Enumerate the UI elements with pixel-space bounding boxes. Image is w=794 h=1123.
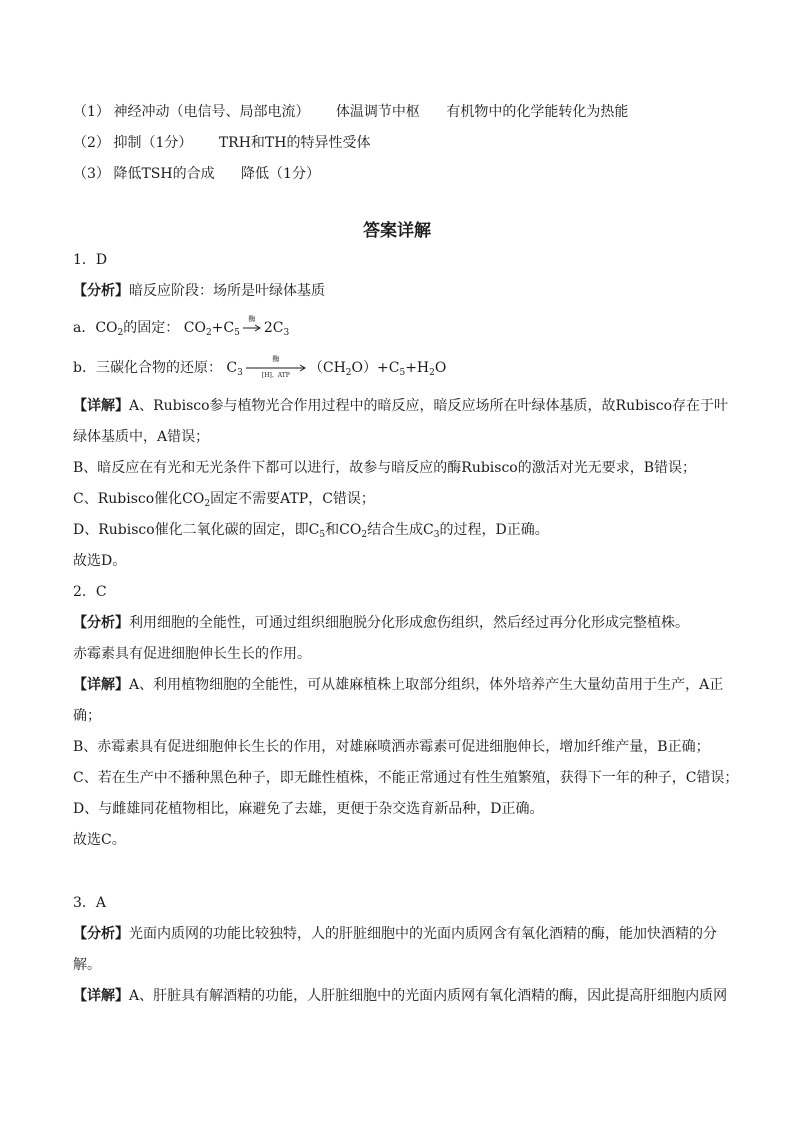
reaction-arrow xyxy=(243,315,261,332)
q2-detail-b: B、赤霉素具有促进细胞伸长生长的作用，对雄麻喷洒赤霉素可促进细胞伸长，增加纤维产量，B正确； xyxy=(73,739,710,755)
q1-conclusion: 故选D。 xyxy=(73,553,127,569)
formula: O）+C xyxy=(351,360,400,376)
q2-analysis-line1 xyxy=(73,613,723,633)
q1-detail-d xyxy=(73,520,723,540)
analysis-tag: 【分析】 xyxy=(73,615,129,631)
reaction-arrow xyxy=(246,355,306,379)
detail-text: 的过程，D正确。 xyxy=(439,522,549,538)
formula: +C xyxy=(211,320,235,336)
q2-detail-c: C、若在生产中不播种黑色种子，即无雌性植株，不能正常通过有性生殖繁殖，获得下一年的种子，C错误； xyxy=(73,770,739,786)
q1-detail-b: B、暗反应在有光和无光条件下都可以进行，故参与暗反应的酶Rubisco的激活对光无要求，B错误； xyxy=(73,460,697,476)
subscript: 2 xyxy=(205,328,212,338)
q1-analysis xyxy=(73,281,723,301)
q1-detail-a-line1 xyxy=(73,396,729,416)
subscript: 2 xyxy=(204,499,211,509)
q1-number: 1．D xyxy=(73,252,108,268)
analysis-text: 利用细胞的全能性，可通过组织细胞脱分化形成愈伤组织，然后经过再分化形成完整植株。 xyxy=(129,615,689,631)
detail-text: 和CO xyxy=(325,522,362,538)
answer-item: TRH和TH的特异性受体 xyxy=(218,135,371,151)
subscript: 5 xyxy=(319,530,326,540)
detail-text: A、利用植物细胞的全能性，可从雄麻植株上取部分组织，体外培养产生大量幼苗用于生产，A正 xyxy=(129,677,724,693)
detail-text: A、肝脏具有解酒精的功能，人肝脏细胞中的光面内质网有氧化酒精的酶，因此提高肝细胞内质网 xyxy=(129,988,728,1004)
detail-text: 结合生成C xyxy=(367,522,434,538)
subscript: 2 xyxy=(361,530,368,540)
q1-reduction-equation xyxy=(73,355,723,379)
analysis-tag: 【分析】 xyxy=(73,283,129,299)
q1-detail-a-line2: 绿体基质中，A错误； xyxy=(73,429,210,445)
arrow-icon xyxy=(246,364,306,372)
answer-line-1 xyxy=(73,102,723,122)
formula: 2C xyxy=(263,320,284,336)
q2-detail-a-line1 xyxy=(73,675,723,695)
section-title: 答案详解 xyxy=(363,221,431,241)
q1-detail-c xyxy=(73,489,723,509)
formula: +H xyxy=(405,360,430,376)
subscript: 5 xyxy=(234,328,240,338)
analysis-text: 暗反应阶段：场所是叶绿体基质 xyxy=(129,283,325,299)
formula: （CH xyxy=(308,360,346,376)
subscript: 5 xyxy=(399,368,406,378)
detail-text: D、Rubisco催化二氧化碳的固定，即C xyxy=(73,522,320,538)
formula: C xyxy=(226,360,238,376)
q2-analysis-line2: 赤霉素具有促进细胞伸长生长的作用。 xyxy=(73,646,311,662)
subscript: 2 xyxy=(429,368,435,378)
q3-number: 3．A xyxy=(73,895,107,911)
answer-item: 降低（1分） xyxy=(241,166,320,182)
subscript: 2 xyxy=(345,368,352,378)
q1-fixation-equation xyxy=(73,315,723,338)
detail-text: C、Rubisco催化CO xyxy=(73,491,205,507)
q3-analysis-line2: 解。 xyxy=(73,957,101,973)
equation-label: a．CO xyxy=(73,320,118,336)
subscript: 3 xyxy=(433,530,440,540)
answer-line-3 xyxy=(73,164,723,184)
equation-label: 的固定： xyxy=(123,320,180,336)
arrow-label: [H]、ATP xyxy=(261,372,290,379)
answer-item: 体温调节中枢 xyxy=(335,104,420,120)
formula: O xyxy=(434,360,447,376)
subscript: 3 xyxy=(237,368,243,378)
detail-tag: 【详解】 xyxy=(73,677,129,693)
answer-item: 有机物中的化学能转化为热能 xyxy=(446,104,629,120)
detail-tag: 【详解】 xyxy=(73,398,129,414)
detail-text: 固定不需要ATP，C错误； xyxy=(210,491,375,507)
detail-text: A、Rubisco参与植物光合作用过程中的暗反应，暗反应场所在叶绿体基质，故Rubisco存在于叶 xyxy=(129,398,729,414)
analysis-text: 光面内质网的功能比较独特，人的肝脏细胞中的光面内质网含有氧化酒精的酶，能加快酒精的分 xyxy=(129,926,717,942)
equation-label: b．三碳化合物的还原： xyxy=(73,360,222,376)
q2-number: 2．C xyxy=(73,584,107,600)
answer-number: （2） xyxy=(73,135,110,151)
q2-conclusion: 故选C。 xyxy=(73,832,126,848)
q3-detail-a-line1 xyxy=(73,986,728,1006)
subscript: 3 xyxy=(283,328,290,338)
q2-detail-a-line2: 确； xyxy=(73,708,101,724)
answer-line-2 xyxy=(73,133,723,153)
formula: CO xyxy=(183,320,206,336)
arrow-label: 酶 xyxy=(248,315,256,323)
answer-item: 神经冲动（电信号、局部电流） xyxy=(113,104,310,120)
answer-number: （3） xyxy=(73,166,110,182)
analysis-tag: 【分析】 xyxy=(73,926,129,942)
answer-item: 抑制（1分） xyxy=(113,135,193,151)
answer-number: （1） xyxy=(73,104,110,120)
arrow-icon xyxy=(243,324,261,332)
q3-analysis-line1 xyxy=(73,924,723,944)
q2-detail-d: D、与雌雄同花植物相比，麻避免了去雄，更便于杂交选育新品种，D正确。 xyxy=(73,801,544,817)
subscript: 2 xyxy=(117,328,124,338)
answer-item: 降低TSH的合成 xyxy=(113,166,215,182)
detail-tag: 【详解】 xyxy=(73,988,129,1004)
arrow-label: 酶 xyxy=(272,355,280,363)
